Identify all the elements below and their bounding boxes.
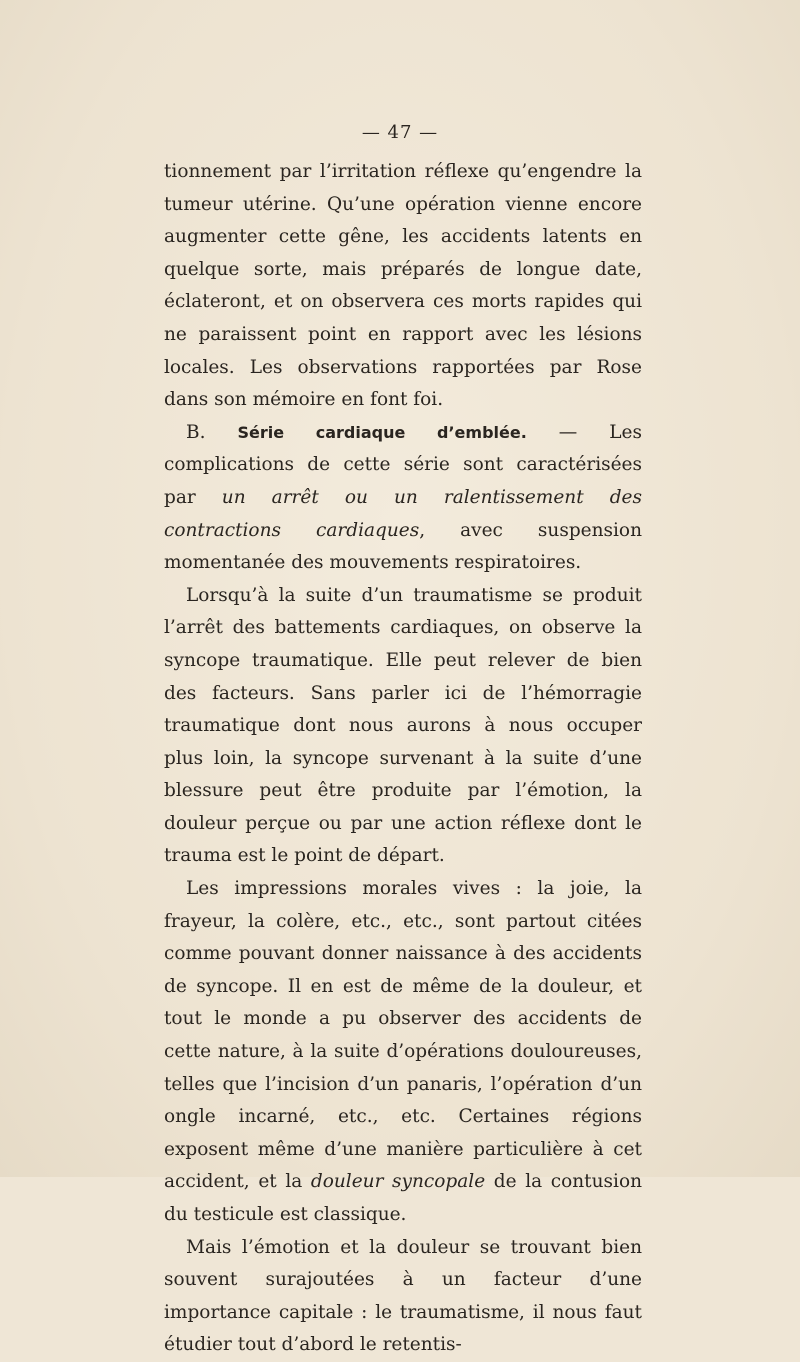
paragraph-2	[164, 417, 642, 580]
text-run: Les impressions morales vives : la joie, la frayeur, la colère, etc., etc., sont partout citées comme pouvant donner naissance à des accidents de syncope. Il en est de même de la douleur, et tout le monde a pu observer des accidents de cette nature, à la suite d’opérations douloureuses, telles que l’incision d’un panaris, l’opération d’un ongle incarné, etc., etc. Certaines régions exposent même d’une manière particulière à cet accident, et la	[164, 878, 642, 1193]
paragraph-3	[164, 580, 642, 873]
body-text	[164, 156, 642, 1362]
text-run: Lorsqu’à la suite d’un traumatisme se produit l’arrêt des battements cardiaques, on observe la syncope traumatique. Elle peut relever de bien des facteurs. Sans parler ici de l’hémorragie traumatique dont nous aurons à nous occuper plus loin, la syncope survenant à la suite d’une blessure peut être produite par l’émotion, la douleur perçue ou par une action réflexe dont le trauma est le point de départ.	[164, 584, 642, 867]
page-number: — 47 —	[361, 122, 439, 143]
text-run: — Les complications de cette série sont caractérisées par	[164, 421, 642, 508]
paragraph-5	[164, 1232, 642, 1362]
text-run: Mais l’émotion et la douleur se trouvant bien souvent surajoutées à un facteur d’une importance capitale : le traumatisme, il nous faut étudier tout d’abord le retentis-	[164, 1236, 642, 1356]
section-heading: Série cardiaque d’emblée.	[237, 422, 527, 442]
italic-run: douleur syncopale	[310, 1171, 486, 1193]
section-letter: B.	[186, 421, 238, 443]
text-run: de la contusion du testicule est classique.	[164, 1171, 642, 1225]
text-run: , avec suspension momentanée des mouvements respiratoires.	[164, 519, 642, 574]
italic-run: un arrêt ou un ralentissement des contractions cardiaques	[164, 486, 642, 541]
text-run: tionnement par l’irritation réflexe qu’engendre la tumeur utérine. Qu’une opération vienne encore augmenter cette gêne, les accidents latents en quelque sorte, mais préparés de longue date, éclateront, et on observera ces morts rapides qui ne paraissent point en rapport avec les lésions locales. Les observations rapportées par Rose dans son mémoire en font foi.	[164, 161, 642, 411]
paragraph-4	[164, 873, 642, 1232]
paragraph-1	[164, 156, 642, 417]
